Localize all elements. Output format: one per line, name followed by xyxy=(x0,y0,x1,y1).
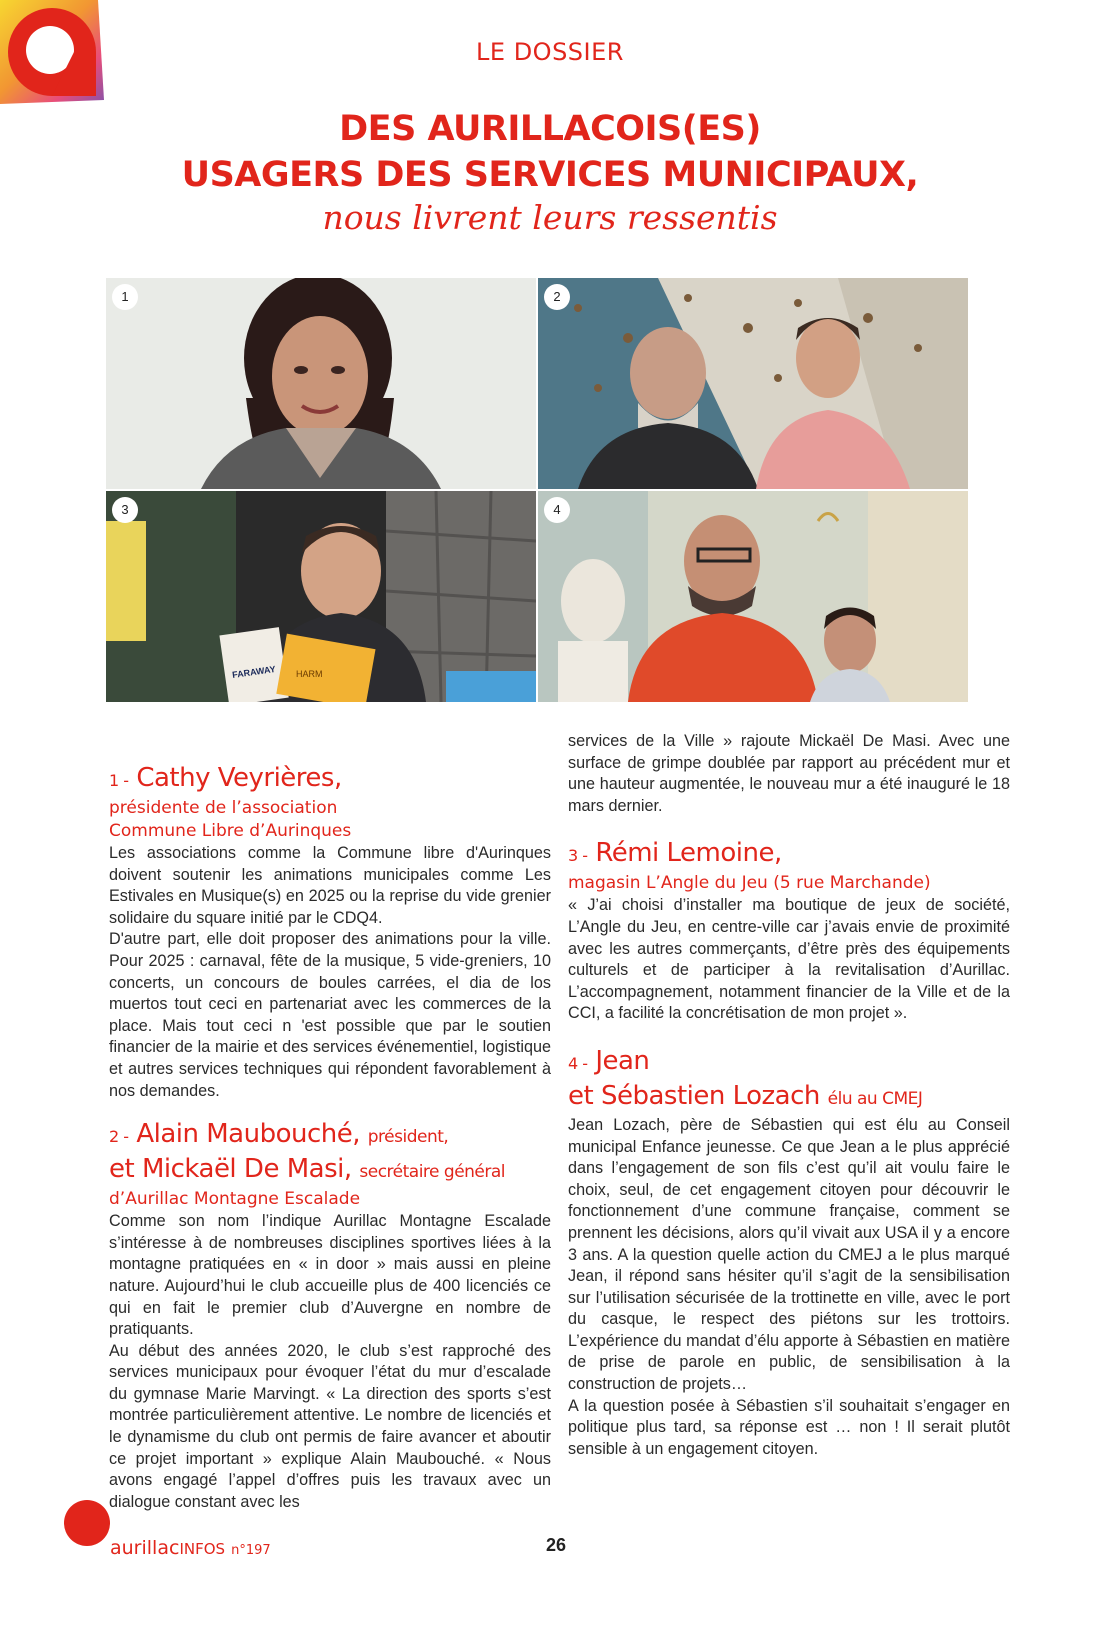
person-name: Cathy Veyrières, xyxy=(136,763,342,793)
section-2-paragraph-1: Comme son nom l’indique Aurillac Montagne Escalade s’intéresse à de nombreuses disciplines sportives liées à la montagne pratiquées en « in door » mais aussi en pleine nature. Aujourd’hui le club accueille plus de 400 licenciés ce qui en fait le premier club d’Auvergne en nombre de pratiquants. xyxy=(109,1212,551,1339)
section-4-heading-1 xyxy=(568,1045,1010,1080)
photo-number-badge: 4 xyxy=(544,497,570,523)
photo-remi-lemoine xyxy=(106,491,536,702)
page-title xyxy=(0,106,1100,198)
article-column-left xyxy=(109,762,551,1513)
section-4 xyxy=(568,1045,1010,1461)
photo-climbing-club xyxy=(538,278,968,489)
section-2-paragraph-3: services de la Ville » rajoute Mickaël De Masi. Avec une surface de grimpe doublée par rapport au précédent mur et une hauteur augmentée, le nouveau mur a été inauguré le 18 mars dernier. xyxy=(568,732,1010,815)
page-number: 26 xyxy=(546,1535,567,1555)
person-name-1: Jean xyxy=(595,1045,650,1076)
photo-number-badge: 1 xyxy=(112,284,138,310)
section-4-heading-2 xyxy=(568,1080,1010,1115)
section-4-paragraph-2: A la question posée à Sébastien s’il souhaitait s’engager en politique plus tard, sa réponse est … non ! Il serait plutôt sensible à un engagement citoyen. xyxy=(568,1396,1010,1458)
section-3-paragraph-1: « J’ai choisi d’installer ma boutique de jeux de société, L’Angle du Jeu, en centre-ville car j’avais envie de proximité avec les autres commerçants, d’être près des équipements culturels et de participer à la revitalisation d’Aurillac. L’accompagnement, notamment financier de la Ville et de la CCI, a facilité la concrétisation de mon projet ». xyxy=(568,896,1010,1023)
section-4-paragraph-1: Jean Lozach, père de Sébastien qui est élu au Conseil municipal Enfance jeunesse. Ce que Jean a le plus apprécié dans l’engagement de son fils c’est qu’il ait voulu faire le choix, seul, de cet engagement citoyen pour découvrir le fonctionnement d’une commune française, comment se prennent les décisions, alors qu’il vivait aux USA il y a encore 3 ans. A la question quelle action du CMEJ a le plus marqué Jean, il répond sans hésiter qu’il s’agit de la sensibilisation sur l’utilisation sécurisée de la trottinette en ville, avec le port du casque, le respect des piétons sur les trottoirs. L’expérience du mandat d’élu apporte à Sébastien en matière de prise de parole en public, de sensibilisation à la construction de projets… xyxy=(568,1115,1010,1394)
photo-cathy-veyrieres xyxy=(106,278,536,489)
section-2-heading-2 xyxy=(109,1153,551,1188)
section-2-heading-1 xyxy=(109,1118,551,1153)
section-number: 1 - xyxy=(109,771,129,790)
article-column-right xyxy=(568,731,1010,1460)
page-subtitle: nous livrent leurs ressentis xyxy=(322,198,778,237)
game-box-label-1: FARAWAY xyxy=(231,664,277,680)
section-1-paragraph-2: D'autre part, elle doit proposer des animations pour la ville. Pour 2025 : carnaval, fête de la musique, 5 vide-greniers, 10 concerts, un concours de boules carrées, el dia de los muertos tout ceci en partenariat avec les commerces de la place. Mais tout ceci n 'est possible que par le soutien financier de la mairie et des services événementiel, logistique et autres services techniques qui répondent favorablement à nos demandes. xyxy=(109,930,551,1100)
title-line-1: DES AURILLACOIS(ES) xyxy=(339,109,761,149)
section-2 xyxy=(109,1118,551,1513)
person-role: présidente de l’association xyxy=(109,798,338,818)
game-box-label-2: HARM xyxy=(296,669,323,679)
footer-logo-dot xyxy=(64,1500,110,1546)
person-name-2: et Mickaël De Masi, xyxy=(109,1154,352,1185)
section-2-paragraph-2: Au début des années 2020, le club s’est rapproché des services municipaux pour évoquer l’état du mur d’escalade du gymnase Marie Marvingt. « La direction des sports s’est montrée particulièrement attentive. Le nombre de licenciés et le dynamisme du club ont permis de faire avancer et aboutir ce projet important » explique Alain Maubouché. « Nous avons engagé l’appel d’offres puis les travaux avec un dialogue constant avec les xyxy=(109,1341,551,1511)
section-number: 3 - xyxy=(568,846,588,866)
issue-number: n°197 xyxy=(231,1543,271,1558)
photo-lozach-family xyxy=(538,491,968,702)
section-number: 4 - xyxy=(568,1053,588,1073)
organization-name: Commune Libre d’Aurinques xyxy=(109,821,352,841)
section-1-paragraph-1: Les associations comme la Commune libre d'Aurinques doivent soutenir les animations municipales comme Les Estivales en Musique(s) en 2025 ou la reprise du vide grenier solidaire du square initié par le CDQ4. xyxy=(109,844,551,927)
footer-brand xyxy=(110,1537,271,1559)
person-role: élu au CMEJ xyxy=(827,1088,923,1109)
brand-suffix: INFOS xyxy=(179,1540,226,1558)
person-role-2: secrétaire général xyxy=(359,1162,506,1183)
person-role: magasin L’Angle du Jeu (5 rue Marchande) xyxy=(568,873,931,894)
person-role-1: président, xyxy=(367,1127,449,1148)
organization-name: d’Aurillac Montagne Escalade xyxy=(109,1189,361,1210)
section-number: 2 - xyxy=(109,1127,129,1147)
section-kicker: LE DOSSIER xyxy=(476,38,624,66)
brand-name: aurillac xyxy=(110,1537,180,1559)
person-name-2: et Sébastien Lozach xyxy=(568,1080,820,1111)
person-name-1: Alain Maubouché, xyxy=(136,1119,360,1150)
section-3 xyxy=(568,837,1010,1025)
photo-number-badge: 2 xyxy=(544,284,570,310)
section-1 xyxy=(109,762,551,1102)
title-line-2: USAGERS DES SERVICES MUNICIPAUX, xyxy=(181,155,919,195)
section-1-heading xyxy=(109,762,551,797)
section-3-heading xyxy=(568,837,1010,872)
person-name: Rémi Lemoine, xyxy=(595,838,782,869)
photo-number-badge: 3 xyxy=(112,497,138,523)
